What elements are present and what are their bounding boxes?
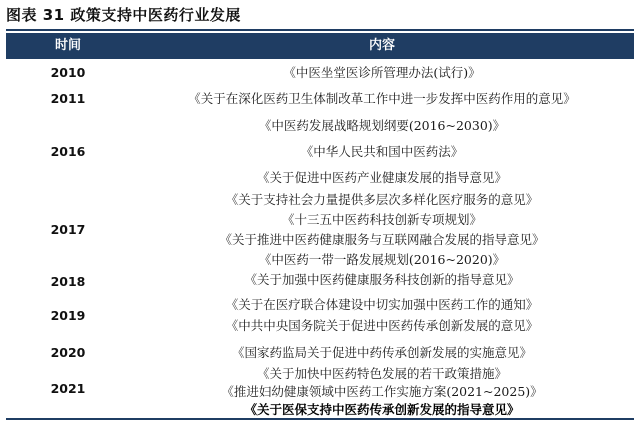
policy-item: 《关于推进中医药健康服务与互联网融合发展的指导意见》 [219,232,545,247]
policy-item: 《关于促进中医药产业健康发展的指导意见》 [256,170,507,185]
policy-item: 《中医药发展战略规划纲要(2016~2030)》 [258,118,506,133]
policy-item: 《关于在深化医药卫生体制改革工作中进一步发挥中医药作用的意见》 [188,91,576,106]
policy-item: 《关于加快中医药特色发展的若干政策措施》 [256,366,507,381]
title-divider [6,29,634,31]
policy-item: 《关于在医疗联合体建设中切实加强中医药工作的通知》 [225,297,539,312]
year-2019: 2019 [50,308,86,323]
policy-item: 《中共中央国务院关于促进中医药传承创新发展的意见》 [225,318,539,333]
year-2021: 2021 [50,381,86,396]
year-2011: 2011 [50,91,86,106]
policy-item: 《关于加强中医药健康服务科技创新的指导意见》 [244,272,520,287]
policy-item: 《中医药一带一路发展规划(2016~2020)》 [258,252,506,267]
policy-item: 《推进妇幼健康领域中医药工作实施方案(2021~2025)》 [221,384,543,399]
table-bottom-rule [6,418,634,420]
policy-item: 《中华人民共和国中医药法》 [300,144,464,159]
table-header [6,33,634,59]
year-2020: 2020 [50,345,86,360]
year-2018: 2018 [50,274,86,289]
policy-item: 《十三五中医药科技创新专项规划》 [281,212,482,227]
figure-title: 图表 31 政策支持中医药行业发展 [6,6,241,24]
header-content: 内容 [368,38,395,53]
year-2016: 2016 [50,144,86,159]
header-time: 时间 [54,38,81,53]
policy-item: 《中医坐堂医诊所管理办法(试行)》 [283,65,481,80]
policy-item: 《国家药监局关于促进中药传承创新发展的实施意见》 [231,345,532,360]
year-2010: 2010 [50,65,86,80]
policy-item: 《关于支持社会力量提供多层次多样化医疗服务的意见》 [225,192,539,207]
year-2017: 2017 [50,222,86,237]
policy-item-highlighted: 《关于医保支持中医药传承创新发展的指导意见》 [244,402,520,417]
